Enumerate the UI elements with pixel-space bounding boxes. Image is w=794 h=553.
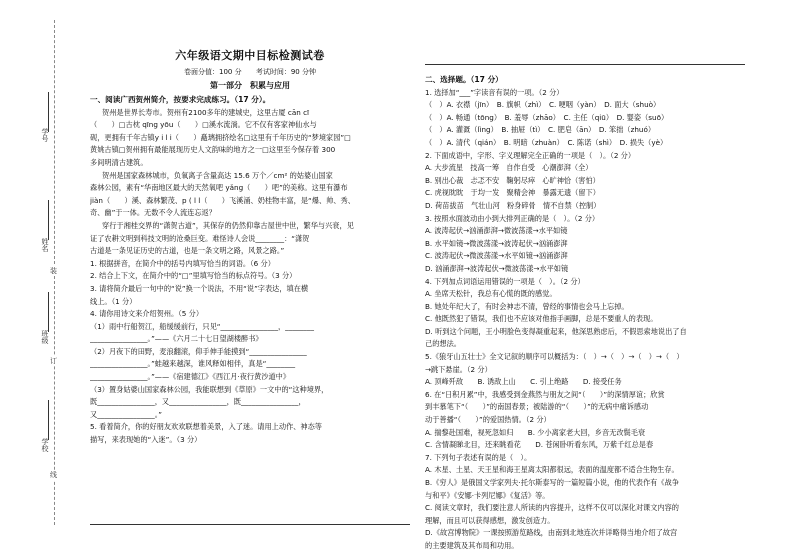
text-line: C. 他既然犯了错误，我们也不应该对他指手画脚，总是不要重人的表现。 [425, 314, 658, 324]
name-label: 姓名 [41, 238, 49, 252]
text-line: →跳下悬崖。（2 分） [425, 364, 492, 374]
text-line: B. 水平如镜→微波荡漾→波涛起伏→汹涌澎湃 [425, 238, 568, 248]
exam-time: 考试时间：90 分钟 [255, 68, 316, 76]
text-line: 理解，而且可以获得感想，激发创造力。 [425, 515, 555, 525]
text-line: 贺州是国家森林城市，负氧离子含量高达 15.6 万个／cm² 的姑婆山国家 [102, 170, 333, 180]
text-line: 到丰慕笔下“（ ）”的南国春景；被陆游的“（ ）”的无病中痛诉感动 [425, 402, 649, 412]
text-line: C. 波涛起伏→微波荡漾→水平如镜→汹涌澎湃 [425, 251, 568, 261]
text-line: 砚，更拥有千年古镇y i l i（ ）矗璃拥挤绘名□这里有千年历史的“梦境家园”□ [90, 132, 351, 142]
text-line: 4. 下列加点词语运用错误的一项是（ ）。（2 分） [425, 276, 585, 286]
text-line: A. 揣黎赴国难，视死忽如归 B. 少小离家老大回，乡音无改鬓毛衰 [425, 427, 646, 437]
text-line: （3）置身姑婆山国家森林公园，我能联想到《草原》一文中的“这种境界， [90, 384, 329, 394]
text-line: 古道是一条见证历史的古道，也是一条文明之路，风景之路。” [90, 246, 285, 256]
name-blank [48, 200, 49, 240]
text-line: 5. 看着简介，你的好朋友欢欢联想着美景，入了迷。请用上动作、神态等 [90, 422, 322, 432]
number-label: 学号 [41, 128, 49, 142]
text-line: 又________________。” [90, 409, 162, 419]
text-line: （2）月夜下的田野，麦浪翻滚，仰手伸手能摸到“________________ [90, 346, 307, 356]
text-line: 既________________，又________________，既________________， [90, 397, 306, 407]
text-line: 动于善播“（ ）”的爱国热情。（2 分） [425, 415, 551, 425]
text-line: C. 阅读文章时，我们要注意人所读的内容提升，这样不仅可以深化对课文内容的 [425, 503, 679, 513]
text-line: 奇、幽”于一体。无数不令人流连忘返？ [90, 208, 216, 218]
right-questions [425, 74, 755, 553]
class-blank [48, 292, 49, 332]
text-line: A. 大步流星 技高一筹 自作自受 心潮澎湃（全） [425, 163, 593, 173]
text-line: 1. 选择加“___”字读音有误的一项。（2 分） [425, 87, 564, 97]
text-line: A. 坐席天松针，我总有心慌的既的感觉。 [425, 289, 557, 299]
binding-mark-line: 线 [50, 471, 57, 479]
text-line: D. 汹涌澎湃→波涛起伏→微波荡漾→水平如镜 [425, 263, 569, 273]
class-label: 班级 [41, 330, 49, 344]
binding-mark-order: 订 [50, 357, 57, 365]
section-heading: 二、选择题。（17 分） [425, 75, 503, 84]
text-line: 穿行于湘桂交界的“潇贺古道”，其保存的仍然仰靠古屋世中世，繁华与兴衰，见 [102, 220, 354, 230]
section-heading: 一、阅读广西贺州简介，按要求完成练习。（17 分）。 [90, 95, 271, 104]
text-line: 2. 结合上下文，在简介中的“□”里填写恰当的标点符号。（3 分） [90, 271, 297, 281]
full-score: 卷面分值：100 分 [184, 68, 242, 76]
text-line: C. 虎视眈眈 于均一发 聚精会神 暴露无遗（留下） [425, 188, 600, 198]
text-line: ________________。”——《宿建德江》《西江月·夜行黄沙道中》 [90, 372, 291, 382]
text-line: （ ）□古枕 qīng yōu（ ）□溪水流淌。它不仅有客家神仙水与 [90, 120, 317, 130]
text-line: ________________。”——《六月二十七日望湖楼醉书》 [90, 334, 263, 344]
text-line: 证了农耕文明到科技文明的沧桑巨变。难怪诗人会说________：“潇贺 [90, 233, 310, 243]
text-line: 线上。（1 分） [90, 296, 137, 306]
number-blank [48, 92, 49, 132]
text-line: D. 荷苗拔苗 气壮山河 粉身碎骨 情不自禁（控制） [425, 200, 601, 210]
text-line: A. 木星、土星、天王星和海王星离太阳都很远，表面的温度都不适合生物生存。 [425, 465, 679, 475]
text-line: C. 含情凝睇北目，还来眺看花 D. 苍闲卧听看东风，万紫千红总是春 [425, 440, 654, 450]
text-line: 的主要建筑及其布局和功用。 [425, 540, 519, 550]
exam-title: 六年级语文期中目标检测试卷 [175, 49, 325, 62]
text-line: D. 听到这个问题，王小明脸色变得凝重起来，他深思熟虑后，不假思索地说出了自 [425, 326, 687, 336]
text-line: （ ）A. 灌溉（lìng） B. 抽屉（tì） C. 肥皂（ān） D. 笨拙（zhuó） [425, 125, 656, 135]
text-line: 3. 按照水面波动由小到大排列正确的是（ ）。（2 分） [425, 213, 600, 223]
text-line: jiàn（ ）溪、森林繁茂、p ( l l（ ）飞溪涌、奶桂物丰富，是“爆、帅、秀、 [90, 195, 355, 205]
part-title: 第一部分 积累与应用 [210, 81, 290, 90]
left-column [90, 0, 410, 544]
text-line: ________________。”蛙越来越深，谁风释如相伴，真是“________ [90, 359, 296, 369]
text-line: A. 顶峰歼敌 B. 诱敌上山 C. 引上绝路 D. 接受任务 [425, 377, 622, 387]
text-line: 贺州是世界长寿市。贺州有2100多年的建城史，这里古厦 cān cī [102, 107, 310, 117]
left-bottom-rule [90, 524, 410, 525]
text-line: 7. 下列句子表述有误的是（ ）。 [425, 452, 532, 462]
text-line: B. 她处年纪大了，有时会神志不清，曾经的事情也会马上忘掉。 [425, 301, 629, 311]
text-line: 1. 根据拼音，在简介中的括号内填写恰当的词语。（6 分） [90, 258, 275, 268]
school-blank [48, 400, 49, 440]
text-line: D.《故宫博物院》一课按照游览路线，由南到北地连次并详略得当地介绍了故宫 [425, 528, 678, 538]
text-line: （ ）A. 清代（qián） B. 明暗（zhuàn） C. 陈诺（shì） D. 损失（yè） [425, 137, 668, 147]
text-line: A. 波涛起伏→汹涌澎湃→微波荡漾→水平如镜 [425, 226, 568, 236]
text-line: （ ）A. 畅通（tōng） B. 羞辱（zhāo） C. 主任（qiū） D. 婴姿（suō） [425, 112, 669, 122]
text-line: B. 别出心裁 忐忑不安 鞠躬尽瘁 心旷神恰（害怕） [425, 175, 600, 185]
text-line: 森林公园，素有“华南地区最大的天然氧吧 yǎng（ ）吧”的美称。这里有瀑布 [90, 183, 348, 193]
text-line: 4. 请你用诗文来介绍贺州。（5 分） [90, 309, 204, 319]
text-line: 与和平》《安娜·卡列尼娜》《复活》等。 [425, 490, 550, 500]
right-column [425, 0, 755, 550]
binding-margin [0, 0, 68, 544]
text-line: 多间明清古建筑。 [90, 157, 148, 167]
text-line: B.《穷人》是俄国文学家列夫·托尔斯泰写的一篇短篇小说，他的代表作有《战争 [425, 478, 679, 487]
text-line: 6. 在“日积月累”中，我感受到金燕然与朋友之间“（ ）”的深情厚谊；欣赏 [425, 389, 665, 399]
text-line: 3. 请将简介最后一句中的“说”换一个说法，不用“说”字表达，填在横 [90, 283, 309, 293]
text-line: 2. 下面成语中，字形、字义理解完全正确的一项是（ ）。（2 分） [425, 150, 636, 160]
text-line: 描写，来表现她的“入迷”。（3 分） [90, 435, 202, 445]
text-line: （1）雨中行船贺江，船缓缓前行，只见“________________，________ [90, 321, 314, 331]
left-questions [90, 94, 410, 447]
binding-mark-bind: 装 [50, 267, 57, 275]
text-line: 5.《狼牙山五壮士》全文记叙的顺序可以概括为：（ ）→（ ）→（ ）→（ ） [425, 352, 684, 362]
exam-meta [90, 66, 410, 79]
text-line: 己的想法。 [425, 339, 461, 349]
text-line: 黄姚古镇□贺州拥有最能展现历史人文韵味的地方之一□这里至今保存着 300 [90, 145, 336, 155]
school-label: 学校 [41, 438, 49, 452]
text-line: （ ）A. 衣襟（jīn） B. 旗帜（zhì） C. 哽咽（yàn） D. 面大（shuò） [425, 100, 661, 110]
